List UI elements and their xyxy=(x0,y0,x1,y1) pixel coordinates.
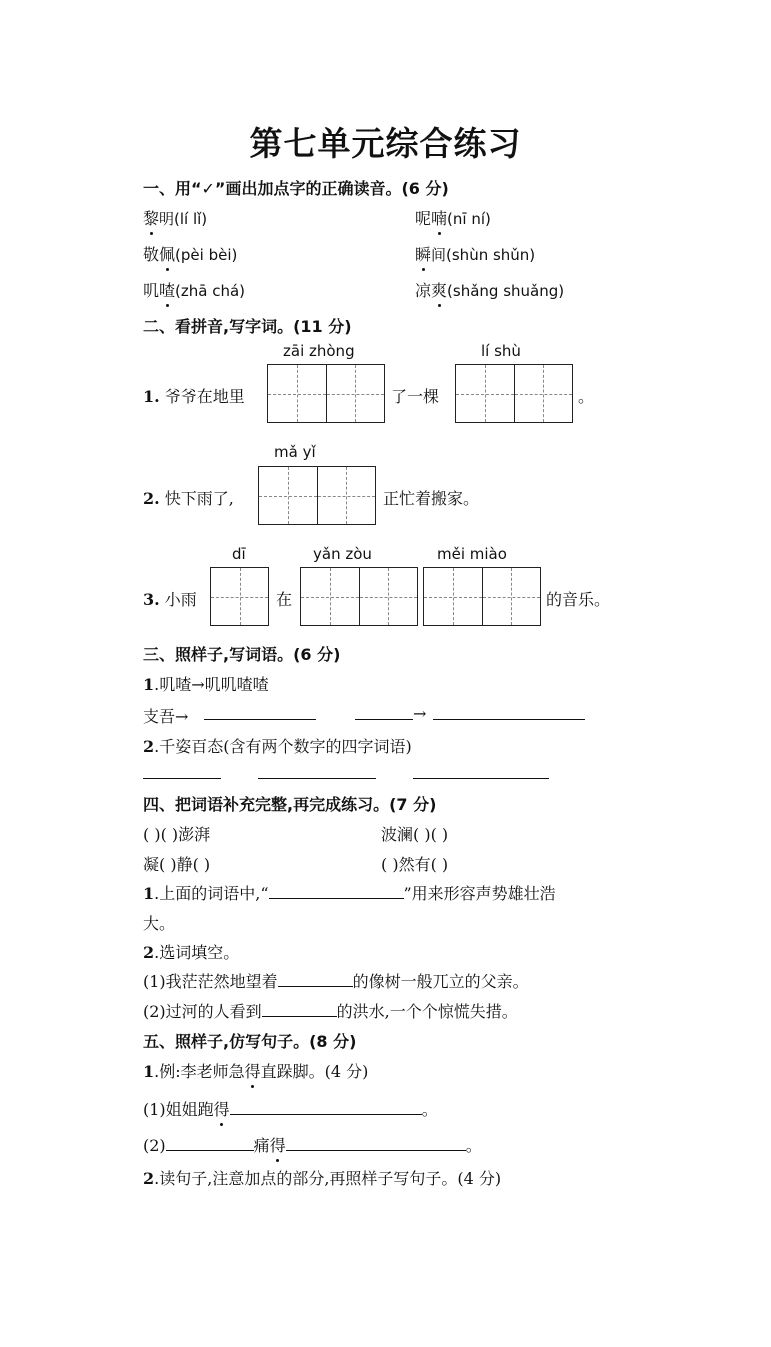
answer-blank[interactable] xyxy=(230,1100,422,1115)
s4-word-4: ( )然有( ) xyxy=(381,855,449,874)
pinyin-yan-zou: yǎn zòu xyxy=(313,545,372,563)
q2-2-text-a: 2. 快下雨了, xyxy=(143,489,234,508)
writing-box-li-shu[interactable] xyxy=(455,364,573,423)
pinyin-item-6: 凉爽(shǎng shuǎng) xyxy=(415,278,564,301)
s5-q1-2: (2) 痛得 。 xyxy=(143,1133,482,1156)
answer-blank[interactable] xyxy=(286,1136,466,1151)
s4-word-3: 凝( )静( ) xyxy=(143,855,211,874)
pinyin-ma-yi: mǎ yǐ xyxy=(274,443,316,461)
s4-word-2: 波澜( )( ) xyxy=(381,825,449,844)
q2-3-text-a: 3. 小雨 xyxy=(143,590,197,609)
answer-blank[interactable] xyxy=(166,1136,254,1151)
pinyin-li-shu: lí shù xyxy=(481,342,521,360)
writing-box-yan-zou[interactable] xyxy=(300,567,418,626)
section-3-heading: 三、照样子,写词语。(6 分) xyxy=(143,645,341,664)
s4-q2-1: (1)我茫茫然地望着 的像树一般兀立的父亲。 xyxy=(143,972,529,991)
s3-q1: 1.叽喳→叽叽喳喳 xyxy=(143,675,269,694)
answer-line[interactable] xyxy=(258,778,376,779)
q2-1-text-b: 了一棵 xyxy=(391,387,440,406)
s5-q1-1: (1)姐姐跑得 。 xyxy=(143,1097,438,1120)
section-1-heading: 一、用“✓”画出加点字的正确读音。(6 分) xyxy=(143,179,449,198)
writing-box-mei-miao[interactable] xyxy=(423,567,541,626)
answer-line[interactable] xyxy=(413,778,549,779)
answer-line[interactable] xyxy=(143,778,221,779)
pinyin-zai-zhong: zāi zhòng xyxy=(283,342,355,360)
answer-blank[interactable] xyxy=(278,972,353,987)
q2-3-text-b: 在 xyxy=(276,590,293,609)
section-5-heading: 五、照样子,仿写句子。(8 分) xyxy=(143,1032,357,1051)
answer-blank[interactable] xyxy=(262,1002,337,1017)
s4-q2-2: (2)过河的人看到 的洪水,一个个惊慌失措。 xyxy=(143,1002,518,1021)
writing-box-di[interactable] xyxy=(210,567,269,626)
s3-q2: 2.千姿百态(含有两个数字的四字词语) xyxy=(143,737,412,756)
answer-line[interactable] xyxy=(204,719,316,720)
answer-line[interactable] xyxy=(433,719,585,720)
pinyin-item-2: 呢喃(nī ní) xyxy=(415,206,491,229)
section-2-heading: 二、看拼音,写字词。(11 分) xyxy=(143,317,352,336)
s3-example-prefix: 支吾→ xyxy=(143,707,189,726)
q2-3-text-c: 的音乐。 xyxy=(546,590,611,609)
pinyin-di: dī xyxy=(232,545,246,563)
s4-q1-cont: 大。 xyxy=(143,914,176,933)
s3-arrow: → xyxy=(413,704,427,723)
page-title: 第七单元综合练习 xyxy=(249,124,522,163)
s4-word-1: ( )( )澎湃 xyxy=(143,825,211,844)
writing-box-zai-zhong[interactable] xyxy=(267,364,385,423)
section-4-heading: 四、把词语补充完整,再完成练习。(7 分) xyxy=(143,795,437,814)
writing-box-ma-yi[interactable] xyxy=(258,466,376,525)
s4-q1: 1.上面的词语中,“ ”用来形容声势雄壮浩 xyxy=(143,884,556,903)
answer-blank[interactable] xyxy=(269,884,404,899)
pinyin-item-5: 叽喳(zhā chá) xyxy=(143,278,245,301)
pinyin-item-4: 瞬间(shùn shǔn) xyxy=(415,242,535,265)
q2-1-text-c: 。 xyxy=(578,387,595,406)
q2-1-text-a: 1. 爷爷在地里 xyxy=(143,387,245,406)
answer-line[interactable] xyxy=(355,719,413,720)
s4-q2: 2.选词填空。 xyxy=(143,943,240,962)
s5-q2: 2.读句子,注意加点的部分,再照样子写句子。(4 分) xyxy=(143,1169,502,1188)
pinyin-item-1: 黎明(lí lǐ) xyxy=(143,206,207,229)
q2-2-text-b: 正忙着搬家。 xyxy=(383,489,480,508)
pinyin-mei-miao: měi miào xyxy=(437,545,507,563)
s5-q1: 1.例:李老师急得直跺脚。(4 分) xyxy=(143,1059,368,1082)
pinyin-item-3: 敬佩(pèi bèi) xyxy=(143,242,237,265)
